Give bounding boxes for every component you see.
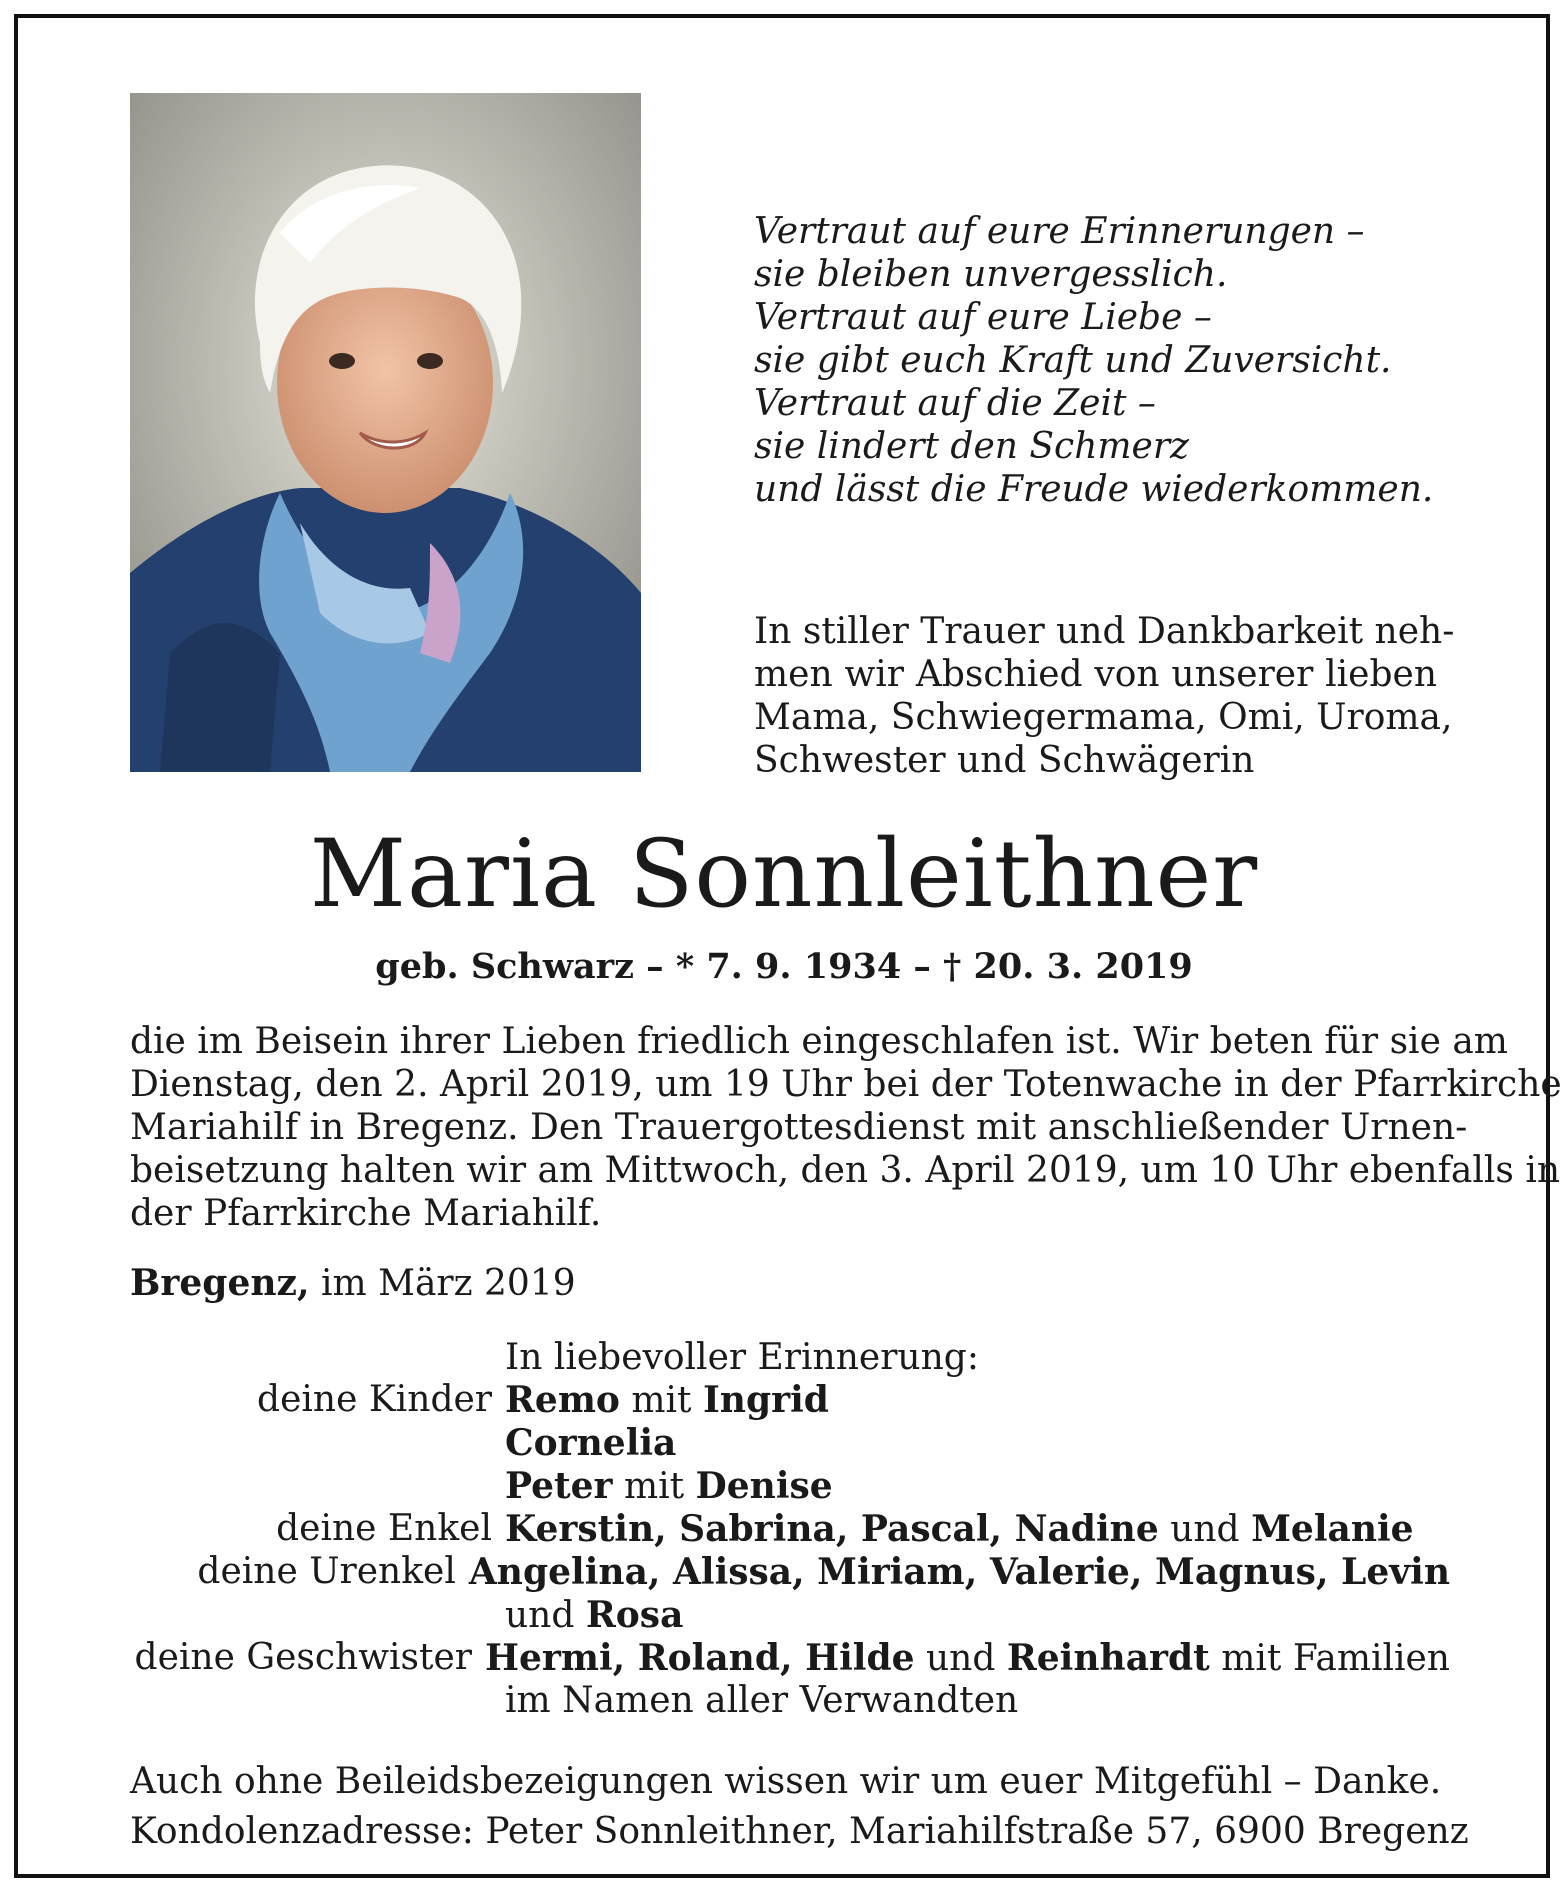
intro-line: Mama, Schwiegermama, Omi, Uroma, bbox=[754, 697, 1453, 738]
family-name: Remo bbox=[505, 1379, 620, 1421]
intro-line: Schwester und Schwägerin bbox=[754, 740, 1255, 781]
intro-paragraph bbox=[754, 610, 1455, 782]
family-relatives: im Namen aller Verwandten bbox=[505, 1680, 1019, 1721]
poem-verse bbox=[754, 210, 1433, 511]
poem-line: Vertraut auf eure Erinnerungen – bbox=[754, 211, 1365, 252]
body-line: Dienstag, den 2. April 2019, um 19 Uhr bei der Totenwache in der Pfarrkirche bbox=[130, 1064, 1562, 1105]
thanks-line: Auch ohne Beileidsbezeigungen wissen wir um euer Mitgefühl – Danke. bbox=[130, 1761, 1442, 1802]
family-connector: und bbox=[925, 1638, 996, 1679]
condolence-address: Kondolenzadresse: Peter Sonnleithner, Mariahilfstraße 57, 6900 Bregenz bbox=[130, 1811, 1469, 1852]
family-label: deine Enkel bbox=[276, 1508, 492, 1549]
family-name: Ingrid bbox=[702, 1379, 829, 1421]
family-list bbox=[130, 1337, 1450, 1722]
family-connector: und bbox=[1170, 1509, 1240, 1550]
poem-line: sie lindert den Schmerz bbox=[754, 426, 1190, 467]
family-row-kinder bbox=[130, 1379, 1450, 1422]
family-label: deine Kinder bbox=[257, 1379, 492, 1420]
family-connector: und bbox=[505, 1595, 575, 1636]
family-heading: In liebevoller Erinnerung: bbox=[505, 1337, 979, 1378]
place-date bbox=[130, 1262, 576, 1305]
family-row-enkel bbox=[130, 1508, 1450, 1551]
family-name: Cornelia bbox=[505, 1422, 677, 1464]
footer bbox=[130, 1757, 1469, 1857]
body-line: der Pfarrkirche Mariahilf. bbox=[130, 1193, 602, 1234]
family-connector: mit bbox=[623, 1466, 685, 1507]
birth-death-dates: geb. Schwarz – * 7. 9. 1934 – † 20. 3. 2019 bbox=[375, 946, 1193, 987]
family-name: Kerstin, Sabrina, Pascal, Nadine bbox=[505, 1508, 1159, 1550]
family-label: deine Urenkel bbox=[197, 1551, 456, 1592]
family-connector: mit Familien bbox=[1221, 1638, 1450, 1679]
intro-line: In stiller Trauer und Dankbarkeit neh- bbox=[754, 611, 1455, 652]
family-name: Peter bbox=[505, 1465, 613, 1507]
poem-line: und lässt die Freude wiederkommen. bbox=[754, 469, 1434, 510]
poem-line: sie gibt euch Kraft und Zuversicht. bbox=[754, 340, 1392, 381]
family-name: Rosa bbox=[585, 1594, 684, 1636]
poem-line: sie bleiben unvergesslich. bbox=[754, 254, 1228, 295]
family-connector: mit bbox=[631, 1380, 692, 1421]
intro-line: men wir Abschied von unserer lieben bbox=[754, 654, 1437, 695]
poem-line: Vertraut auf eure Liebe – bbox=[754, 297, 1212, 338]
family-name: Denise bbox=[695, 1465, 833, 1507]
service-details bbox=[130, 1020, 1562, 1235]
family-name: Angelina, Alissa, Miriam, Valerie, Magnus, Levin bbox=[468, 1551, 1450, 1593]
portrait-photo bbox=[130, 93, 641, 772]
body-line: Mariahilf in Bregenz. Den Trauergottesdienst mit anschließender Urnen- bbox=[130, 1107, 1468, 1148]
family-row-urenkel bbox=[130, 1551, 1450, 1594]
body-line: die im Beisein ihrer Lieben friedlich eingeschlafen ist. Wir beten für sie am bbox=[130, 1021, 1508, 1062]
family-name: Reinhardt bbox=[1006, 1637, 1210, 1679]
poem-line: Vertraut auf die Zeit – bbox=[754, 383, 1156, 424]
family-name: Hermi, Roland, Hilde bbox=[485, 1637, 915, 1679]
family-row-geschwister bbox=[130, 1637, 1450, 1680]
deceased-name: Maria Sonnleithner bbox=[309, 820, 1259, 929]
body-line: beisetzung halten wir am Mittwoch, den 3. April 2019, um 10 Uhr ebenfalls in bbox=[130, 1150, 1561, 1191]
family-label: deine Geschwister bbox=[134, 1637, 473, 1678]
family-name: Melanie bbox=[1251, 1508, 1414, 1550]
place-city: Bregenz, bbox=[130, 1262, 310, 1304]
place-month: im März 2019 bbox=[320, 1263, 576, 1304]
